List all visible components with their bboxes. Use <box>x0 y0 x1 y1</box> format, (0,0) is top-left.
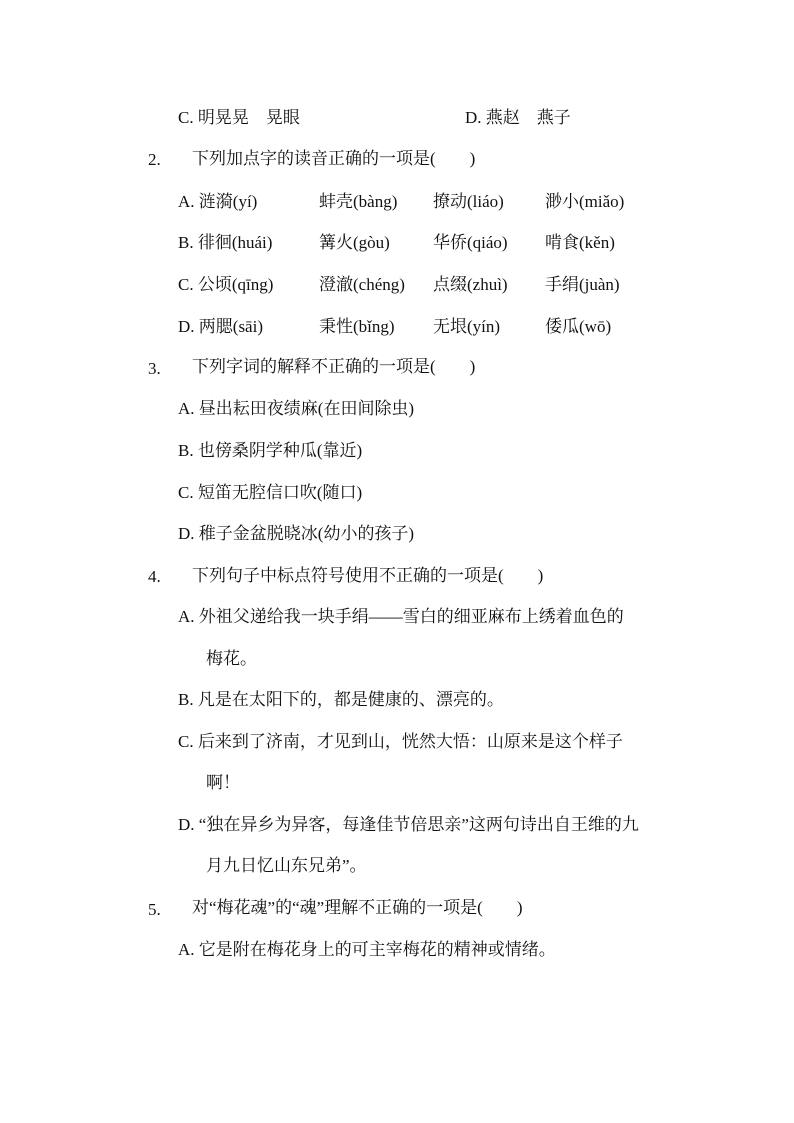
q3-option-a: A. 昼出耘田夜绩麻(在田间除虫) <box>178 399 415 418</box>
q2-a-item-4: 渺小(miǎo) <box>545 192 625 211</box>
q2-c-item-2: 澄澈(chéng) <box>319 275 405 294</box>
q5-number: 5. <box>148 900 161 919</box>
q3-option-b: B. 也傍桑阴学种瓜(靠近) <box>178 441 363 460</box>
q2-b-item-1: B. 徘徊(huái) <box>178 233 273 252</box>
q2-d-item-2: 秉性(bǐng) <box>319 317 395 336</box>
q2-c-item-3: 点缀(zhuì) <box>433 275 508 294</box>
q4-option-a-line2: 梅花。 <box>206 649 257 668</box>
q2-c-item-4: 手绢(juàn) <box>545 275 620 294</box>
q4-option-b: B. 凡是在太阳下的，都是健康的、漂亮的。 <box>178 690 504 709</box>
q2-a-item-2: 蚌壳(bàng) <box>319 192 398 211</box>
q1-option-d: D. 燕赵 燕子 <box>465 108 571 127</box>
q5-option-a: A. 它是附在梅花身上的可主宰梅花的精神或情绪。 <box>178 940 556 959</box>
q3-option-c: C. 短笛无腔信口吹(随口) <box>178 483 363 502</box>
q3-option-d: D. 稚子金盆脱晓冰(幼小的孩子) <box>178 524 415 543</box>
q5-stem: 对“梅花魂”的“魂”理解不正确的一项是( ) <box>192 898 523 917</box>
q1-option-c: C. 明晃晃 晃眼 <box>178 108 300 127</box>
q4-stem: 下列句子中标点符号使用不正确的一项是( ) <box>192 566 544 585</box>
q4-option-d-line1: D. “独在异乡为异客，每逢佳节倍思亲”这两句诗出自王维的九 <box>178 815 639 834</box>
q3-stem: 下列字词的解释不正确的一项是( ) <box>192 357 476 376</box>
q2-b-item-3: 华侨(qiáo) <box>433 233 508 252</box>
q2-a-item-1: A. 涟漪(yí) <box>178 192 258 211</box>
q4-option-c-line2: 啊！ <box>206 773 240 792</box>
q2-d-item-4: 倭瓜(wō) <box>545 317 612 336</box>
q2-d-item-1: D. 两腮(sāi) <box>178 317 263 336</box>
q2-d-item-3: 无垠(yín) <box>433 317 501 336</box>
q2-number: 2. <box>148 150 161 169</box>
q4-option-d-line2: 月九日忆山东兄弟”。 <box>206 856 367 875</box>
q4-number: 4. <box>148 567 161 586</box>
q4-option-a-line1: A. 外祖父递给我一块手绢——雪白的细亚麻布上绣着血色的 <box>178 607 624 626</box>
q2-a-item-3: 撩动(liáo) <box>433 192 504 211</box>
q2-c-item-1: C. 公顷(qīng) <box>178 275 274 294</box>
q2-b-item-4: 啃食(kěn) <box>545 233 615 252</box>
q4-option-c-line1: C. 后来到了济南，才见到山，恍然大悟：山原来是这个样子 <box>178 732 623 751</box>
q2-stem: 下列加点字的读音正确的一项是( ) <box>192 149 476 168</box>
q2-b-item-2: 篝火(gòu) <box>319 233 390 252</box>
q3-number: 3. <box>148 359 161 378</box>
